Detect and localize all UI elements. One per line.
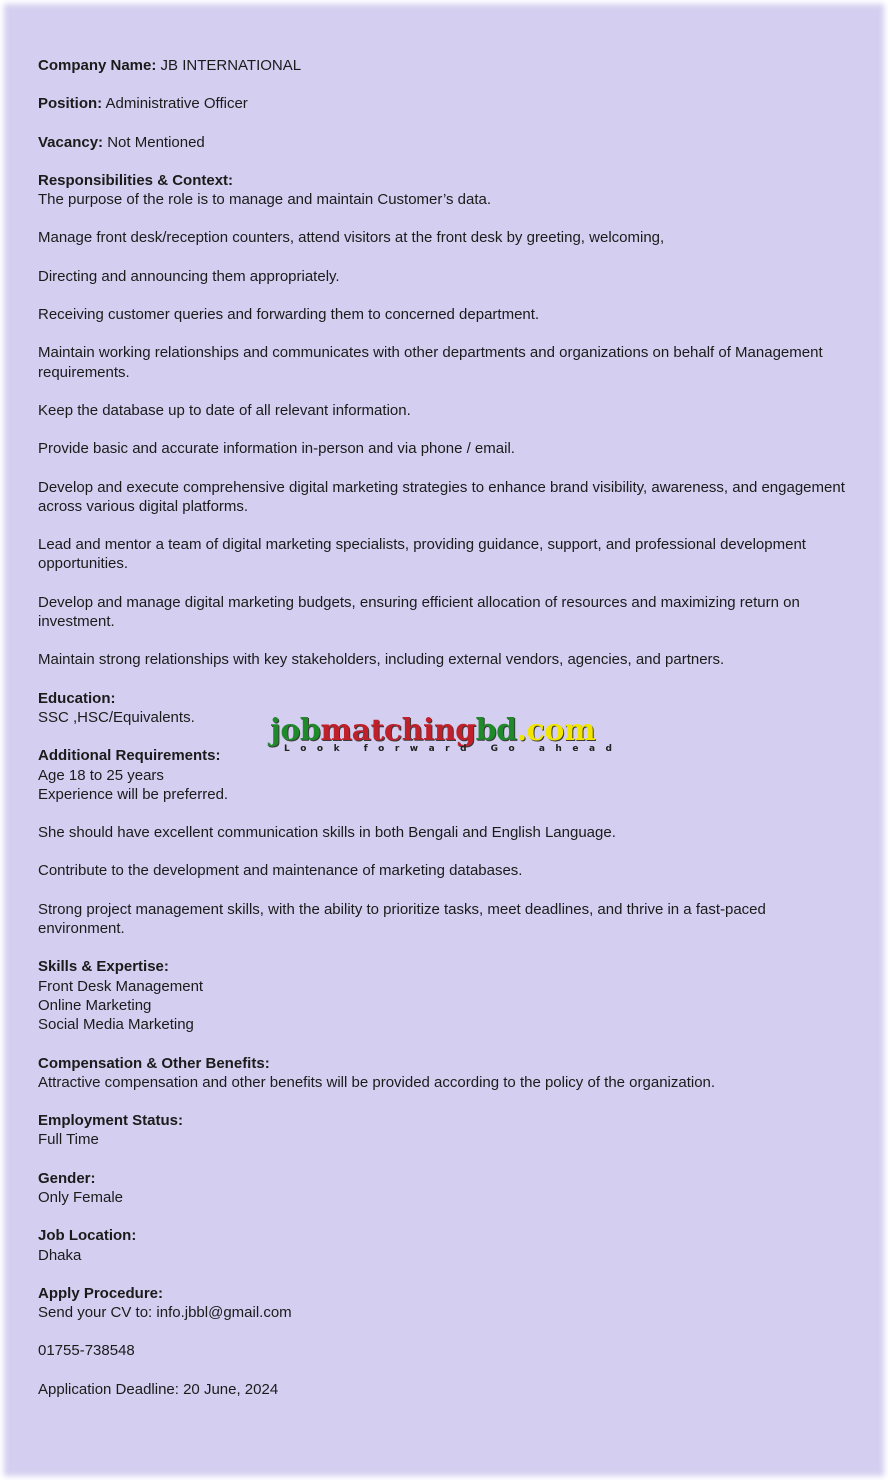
responsibilities-section [38,171,848,210]
responsibilities-label: Responsibilities & Context: [38,171,234,189]
responsibility-item: Directing and announcing them appropriately. [38,267,340,285]
responsibility-paragraph [38,343,848,382]
logo-part-bd: bd [475,713,517,748]
logo-part-job: job [270,713,321,748]
responsibility-item: Receiving customer queries and forwarding them to concerned department. [38,306,540,324]
apply-deadline: Application Deadline: 20 June, 2024 [38,1380,279,1398]
gender-label: Gender: [38,1169,96,1187]
company-label: Company Name: [38,57,157,74]
company-value: JB INTERNATIONAL [160,57,302,74]
additional-label: Additional Requirements: [38,747,221,765]
logo-part-matching: matching [320,713,476,748]
responsibility-paragraph [38,228,848,247]
location-section [38,1226,848,1265]
education-label: Education: [38,689,116,707]
skill-item: Front Desk Management [38,977,204,995]
apply-label: Apply Procedure: [38,1284,164,1302]
employment-value: Full Time [38,1131,99,1149]
responsibility-paragraph [38,535,848,574]
compensation-label: Compensation & Other Benefits: [38,1054,270,1072]
responsibility-item: Maintain working relationships and communicates with other departments and organizations on behalf of Management requirements. [38,344,823,381]
apply-phone-row [38,1341,848,1360]
apply-section [38,1284,848,1323]
watermark-logo [270,713,623,760]
apply-phone: 01755-738548 [38,1342,135,1360]
responsibility-item: Maintain strong relationships with key stakeholders, including external vendors, agencies, and partners. [38,651,725,669]
responsibility-paragraph [38,439,848,458]
gender-value: Only Female [38,1188,124,1206]
vacancy-value: Not Mentioned [107,133,205,151]
position-row [38,94,848,113]
responsibility-paragraph [38,593,848,632]
additional-item: Strong project management skills, with the ability to prioritize tasks, meet deadlines, and thrive in a fast-paced environment. [38,900,766,938]
skills-label: Skills & Expertise: [38,958,169,976]
gender-section [38,1169,848,1208]
responsibility-item: Provide basic and accurate information in-person and via phone / email. [38,440,515,458]
company-row [38,56,848,75]
apply-deadline-row [38,1380,848,1399]
position-label: Position: [38,95,103,113]
additional-item: Contribute to the development and maintenance of marketing databases. [38,862,523,880]
responsibility-item: Lead and mentor a team of digital marketing specialists, providing guidance, support, and professional development opportunities. [38,536,806,573]
position-value: Administrative Officer [105,95,248,113]
compensation-value: Attractive compensation and other benefits will be provided according to the policy of the organization. [38,1073,716,1091]
additional-paragraph [38,823,848,842]
responsibility-paragraph [38,267,848,286]
responsibility-paragraph [38,401,848,420]
apply-email: Send your CV to: info.jbbl@gmail.com [38,1304,292,1322]
logo-part-com: .com [516,713,596,748]
employment-label: Employment Status: [38,1112,184,1130]
logo-wordmark [270,714,595,748]
skill-item: Online Marketing [38,996,152,1014]
education-value: SSC ,HSC/Equivalents. [38,708,195,726]
skills-section [38,957,848,1034]
responsibility-item: Keep the database up to date of all relevant information. [38,401,411,419]
compensation-section [38,1054,848,1093]
location-label: Job Location: [38,1227,137,1245]
additional-paragraph [38,900,848,939]
employment-section [38,1111,848,1150]
responsibility-paragraph [38,650,848,669]
additional-item: She should have excellent communication skills in both Bengali and English Language. [38,824,616,842]
vacancy-label: Vacancy: [38,133,104,151]
responsibility-item: Develop and execute comprehensive digital marketing strategies to enhance brand visibility, awareness, and engagement across various digital platforms. [38,478,845,515]
additional-paragraph [38,861,848,880]
additional-age: Age 18 to 25 years [38,766,164,784]
additional-experience: Experience will be preferred. [38,785,229,803]
responsibility-paragraph [38,478,848,517]
location-value: Dhaka [38,1246,82,1264]
logo-tagline: Look forward Go ahead [284,744,623,754]
responsibility-item: Develop and manage digital marketing budgets, ensuring efficient allocation of resources and maximizing return on investment. [38,593,800,631]
responsibility-item: The purpose of the role is to manage and maintain Customer’s data. [38,191,492,209]
vacancy-row [38,133,848,152]
responsibility-item: Manage front desk/reception counters, attend visitors at the front desk by greeting, welcoming, [38,229,665,247]
responsibility-paragraph [38,305,848,324]
skill-item: Social Media Marketing [38,1016,194,1034]
